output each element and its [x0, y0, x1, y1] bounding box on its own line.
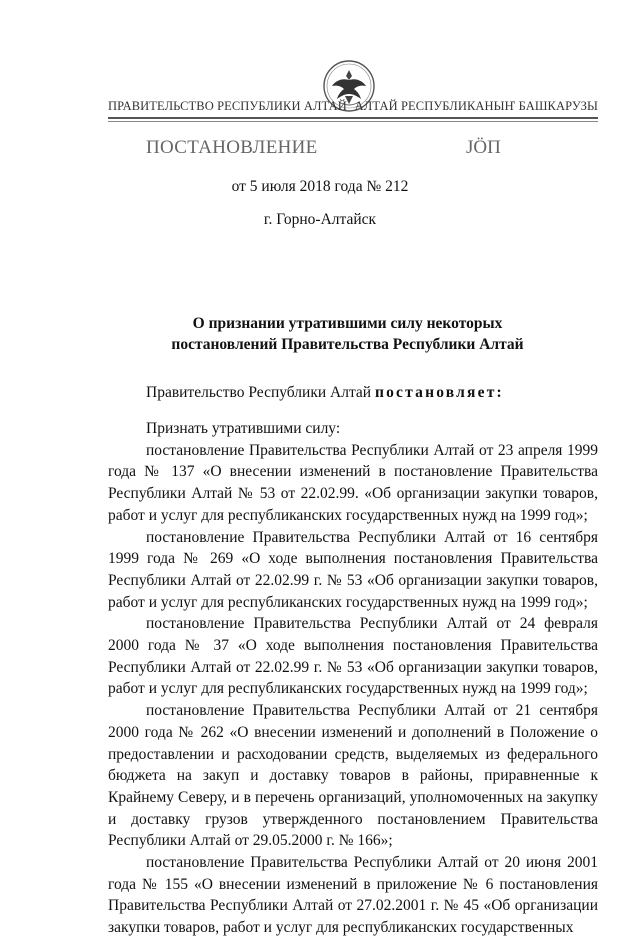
document-type-altai: ЈÖП — [466, 137, 501, 158]
government-header — [108, 99, 598, 119]
header-rule-thick — [108, 117, 598, 119]
decree-statement — [146, 384, 504, 402]
document-type-russian: ПОСТАНОВЛЕНИЕ — [146, 137, 318, 158]
body-paragraph: постановление Правительства Республики Алтай от 16 сентября 1999 года № 269 «О ходе выполнения постановления Правительства Республики Алтай от 22.02.99 г. № 53 «Об организации закупки товаров, работ и услуг для республиканских государственных нужд на 1999 год»; — [108, 528, 598, 611]
decree-emphasis: постановляет: — [374, 384, 504, 401]
document-city: г. Горно-Алтайск — [263, 211, 377, 228]
document-title — [100, 313, 595, 355]
document-title-line-1: О признании утратившими силу некоторых — [192, 315, 503, 332]
document-title-line-2: постановлений Правительства Республики Алтай — [171, 336, 524, 353]
government-name-altai: АЛТАЙ РЕСПУБЛИКАНЫҤ БАШКАРУЗЫ — [354, 99, 598, 113]
body-paragraph: постановление Правительства Республики Алтай от 24 февраля 2000 года № 37 «О ходе выполнения постановления Правительства Республики Алтай от 22.02.99 г. № 53 «Об организации закупки товаров, работ и услуг для республиканских государственных нужд на 1999 год»; — [108, 615, 598, 698]
body-paragraph: постановление Правительства Республики Алтай от 21 сентября 2000 года № 262 «О внесении изменений и дополнений в Положение о предоставлении и расходовании средств, выделяемых из федерального бюджета на закуп и доставку товаров в районы, приравненные к Крайнему Северу, и в перечень организаций, уполномоченных на закупку и доставку грузов утвержденного постановлением Правительства Республики Алтай от 29.05.2000 г. № 166»; — [108, 702, 598, 850]
government-name-russian: ПРАВИТЕЛЬСТВО РЕСПУБЛИКИ АЛТАЙ — [108, 99, 347, 113]
header-rule-thin — [108, 121, 598, 122]
body-intro: Признать утратившими силу: — [146, 420, 341, 437]
document-date-number: от 5 июля 2018 года № 212 — [231, 178, 409, 195]
decree-prefix: Правительство Республики Алтай — [146, 384, 375, 401]
body-paragraph: постановление Правительства Республики Алтай от 23 апреля 1999 года № 137 «О внесении изменений в постановление Правительства Республики Алтай № 53 от 22.02.99. «Об организации закупки товаров, работ и услуг для республиканских государственных нужд на 1999 год»; — [108, 441, 598, 524]
body-paragraph: постановление Правительства Республики Алтай от 20 июня 2001 года № 155 «О внесении изменений в приложение № 6 постановления Правительства Республики Алтай от 27.02.2001 г. № 45 «Об организации закупки товаров, работ и услуг для республиканских государственных — [108, 854, 598, 937]
document-body — [108, 418, 598, 939]
